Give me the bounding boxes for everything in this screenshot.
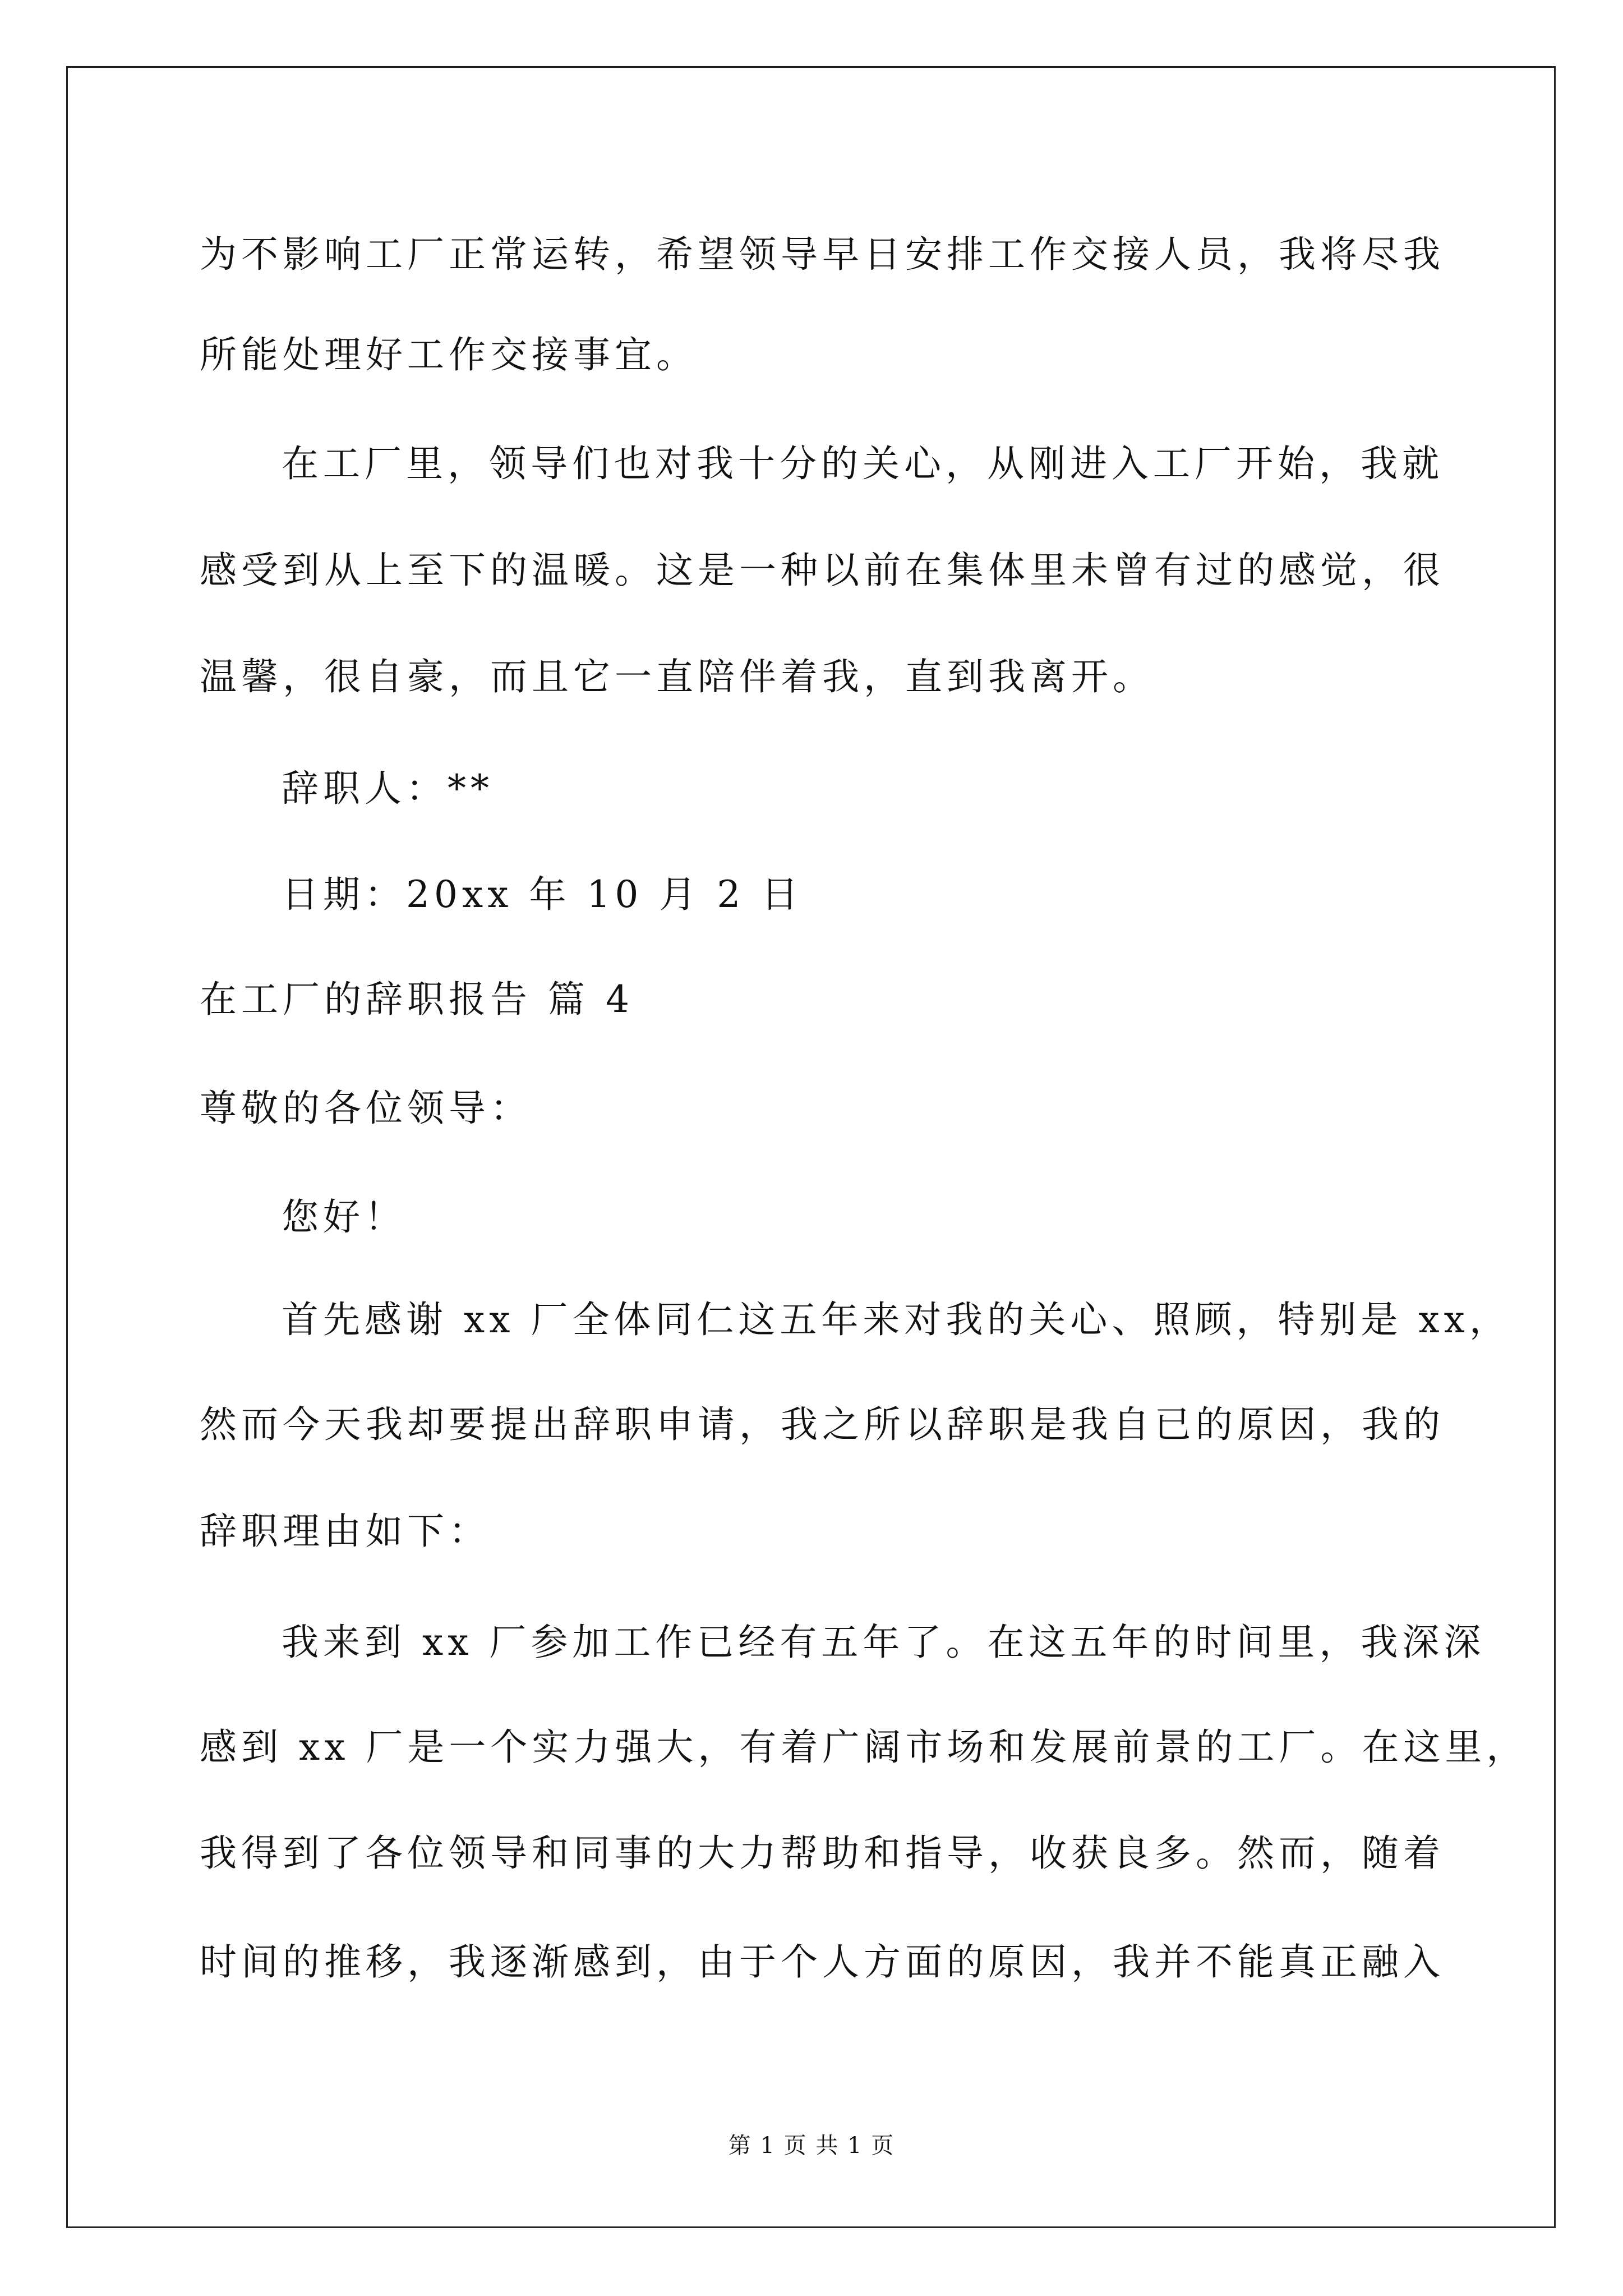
greeting-line: 您好！ bbox=[282, 1195, 406, 1239]
date-line: 日期：20xx 年 10 月 2 日 bbox=[282, 873, 803, 916]
body-line-14: 我来到 xx 厂参加工作已经有五年了。在这五年的时间里，我深深 bbox=[282, 1621, 1486, 1664]
body-line-17: 时间的推移，我逐渐感到，由于个人方面的原因，我并不能真正融入 bbox=[200, 1940, 1445, 1984]
body-line-5: 温馨，很自豪，而且它一直陪伴着我，直到我离开。 bbox=[200, 655, 1154, 698]
signer-line: 辞职人：** bbox=[282, 767, 494, 810]
body-line-15: 感到 xx 厂是一个实力强大，有着广阔市场和发展前景的工厂。在这里， bbox=[200, 1726, 1528, 1769]
body-line-13: 辞职理由如下： bbox=[200, 1510, 490, 1553]
salutation-line: 尊敬的各位领导： bbox=[200, 1087, 532, 1130]
body-line-4: 感受到从上至下的温暖。这是一种以前在集体里未曾有过的感觉，很 bbox=[200, 549, 1445, 592]
page-footer: 第 1 页 共 1 页 bbox=[728, 2133, 895, 2159]
body-line-12: 然而今天我却要提出辞职申请，我之所以辞职是我自已的原因，我的 bbox=[200, 1403, 1445, 1446]
body-line-16: 我得到了各位领导和同事的大力帮助和指导，收获良多。然而，随着 bbox=[200, 1832, 1445, 1875]
section-heading: 在工厂的辞职报告 篇 4 bbox=[200, 978, 634, 1021]
body-line-3: 在工厂里，领导们也对我十分的关心，从刚进入工厂开始，我就 bbox=[282, 442, 1444, 485]
page-border bbox=[66, 66, 1556, 2228]
body-line-2: 所能处理好工作交接事宜。 bbox=[200, 333, 698, 376]
body-line-11: 首先感谢 xx 厂全体同仁这五年来对我的关心、照顾，特别是 xx， bbox=[282, 1298, 1511, 1341]
body-line-1: 为不影响工厂正常运转，希望领导早日安排工作交接人员，我将尽我 bbox=[200, 233, 1445, 276]
